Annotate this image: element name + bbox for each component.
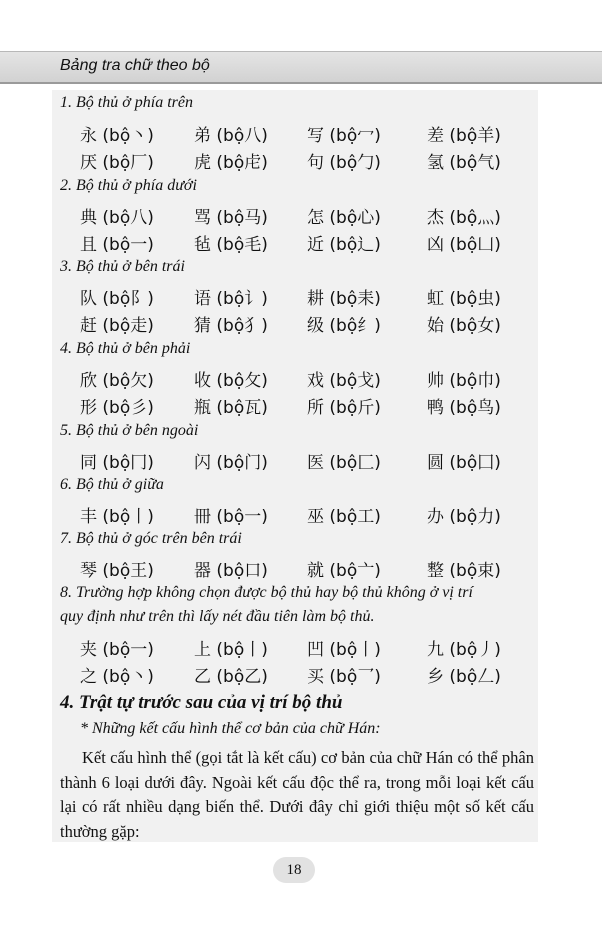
entry: 永 (bộ丶) (80, 126, 154, 146)
page-number: 18 (273, 857, 315, 883)
entry: 就 (bộ亠) (307, 561, 381, 581)
entry: 九 (bộ丿) (427, 640, 501, 660)
entry: 买 (bộ乛) (307, 667, 381, 687)
section-4-row-1 (60, 366, 530, 390)
section-1-title: 1. Bộ thủ ở phía trên (60, 94, 193, 111)
entry: 毡 (bộ毛) (194, 235, 268, 255)
section-1-row-1 (60, 121, 530, 145)
header-title: Bảng tra chữ theo bộ (60, 57, 210, 74)
section-7-row-1 (60, 556, 530, 580)
section-7-title: 7. Bộ thủ ở góc trên bên trái (60, 530, 242, 547)
section-6-row-1 (60, 502, 530, 526)
entry: 瓶 (bộ瓦) (194, 398, 268, 418)
section-2-row-1 (60, 203, 530, 227)
entry: 赶 (bộ走) (80, 316, 154, 336)
entry: 上 (bộ丨) (194, 640, 268, 660)
entry: 怎 (bộ心) (307, 208, 381, 228)
entry: 且 (bộ一) (80, 235, 154, 255)
entry: 乡 (bộ𠃋) (427, 667, 501, 687)
entry: 戏 (bộ戈) (307, 371, 381, 391)
entry: 之 (bộ丶) (80, 667, 154, 687)
entry: 级 (bộ纟) (307, 316, 381, 336)
page-header (0, 51, 602, 84)
entry: 写 (bộ冖) (307, 126, 381, 146)
entry: 琴 (bộ王) (80, 561, 154, 581)
section-2-title: 2. Bộ thủ ở phía dưới (60, 177, 197, 194)
entry: 医 (bộ匚) (307, 453, 381, 473)
entry: 冊 (bộ一) (194, 507, 268, 527)
entry: 同 (bộ冂) (80, 453, 154, 473)
section-4-title: 4. Bộ thủ ở bên phải (60, 340, 191, 357)
entry: 帅 (bộ巾) (427, 371, 501, 391)
entry: 所 (bộ斤) (307, 398, 381, 418)
entry: 丰 (bộ丨) (80, 507, 154, 527)
section-3-row-2 (60, 311, 530, 335)
entry: 整 (bộ束) (427, 561, 501, 581)
section-5-title: 5. Bộ thủ ở bên ngoài (60, 422, 199, 439)
entry: 弟 (bộ八) (194, 126, 268, 146)
section-8-row-1 (60, 635, 530, 659)
entry: 闪 (bộ门) (194, 453, 268, 473)
section-6-title: 6. Bộ thủ ở giữa (60, 476, 164, 493)
entry: 收 (bộ攵) (194, 371, 268, 391)
entry: 夹 (bộ一) (80, 640, 154, 660)
section-8-title: 8. Trường hợp không chọn được bộ thủ hay bộ thủ không ở vị trí (60, 584, 473, 601)
entry: 差 (bộ羊) (427, 126, 501, 146)
entry: 形 (bộ彡) (80, 398, 154, 418)
entry: 圆 (bộ囗) (427, 453, 501, 473)
entry: 厌 (bộ厂) (80, 153, 154, 173)
entry: 耕 (bộ耒) (307, 289, 381, 309)
entry: 氢 (bộ气) (427, 153, 501, 173)
entry: 乙 (bộ乙) (194, 667, 268, 687)
section-3-title: 3. Bộ thủ ở bên trái (60, 258, 185, 275)
entry: 欣 (bộ欠) (80, 371, 154, 391)
entry: 骂 (bộ马) (194, 208, 268, 228)
entry: 虹 (bộ虫) (427, 289, 501, 309)
entry: 始 (bộ女) (427, 316, 501, 336)
entry: 杰 (bộ灬) (427, 208, 501, 228)
entry: 凶 (bộ凵) (427, 235, 501, 255)
section-8-row-2 (60, 662, 530, 686)
section-5-row-1 (60, 448, 530, 472)
body-paragraph: Kết cấu hình thể (gọi tắt là kết cấu) cơ bản của chữ Hán có thể phân thành 6 loại dưới đây. Ngoài kết cấu độc thể ra, trong mỗi loại kết cấu lại có rất nhiều dạng biến thể. Dưới đây chỉ giới thiệu một số kết cấu thường gặp: (60, 748, 534, 841)
section-8-title-continued: quy định như trên thì lấy nét đầu tiên làm bộ thủ. (60, 608, 375, 625)
subheading: * Những kết cấu hình thể cơ bản của chữ Hán: (80, 720, 381, 737)
section-4-row-2 (60, 393, 530, 417)
entry: 队 (bộ阝) (80, 289, 154, 309)
entry: 器 (bộ口) (194, 561, 268, 581)
section-1-row-2 (60, 148, 530, 172)
entry: 凹 (bộ丨) (307, 640, 381, 660)
entry: 猜 (bộ犭) (194, 316, 268, 336)
entry: 近 (bộ辶) (307, 235, 381, 255)
section-heading: 4. Trật tự trước sau của vị trí bộ thủ (60, 692, 343, 713)
entry: 典 (bộ八) (80, 208, 154, 228)
entry: 虎 (bộ虍) (194, 153, 268, 173)
entry: 巫 (bộ工) (307, 507, 381, 527)
section-3-row-1 (60, 284, 530, 308)
entry: 鸭 (bộ鸟) (427, 398, 501, 418)
entry: 句 (bộ勹) (307, 153, 381, 173)
entry: 办 (bộ力) (427, 507, 501, 527)
section-2-row-2 (60, 230, 530, 254)
entry: 语 (bộ讠) (194, 289, 268, 309)
